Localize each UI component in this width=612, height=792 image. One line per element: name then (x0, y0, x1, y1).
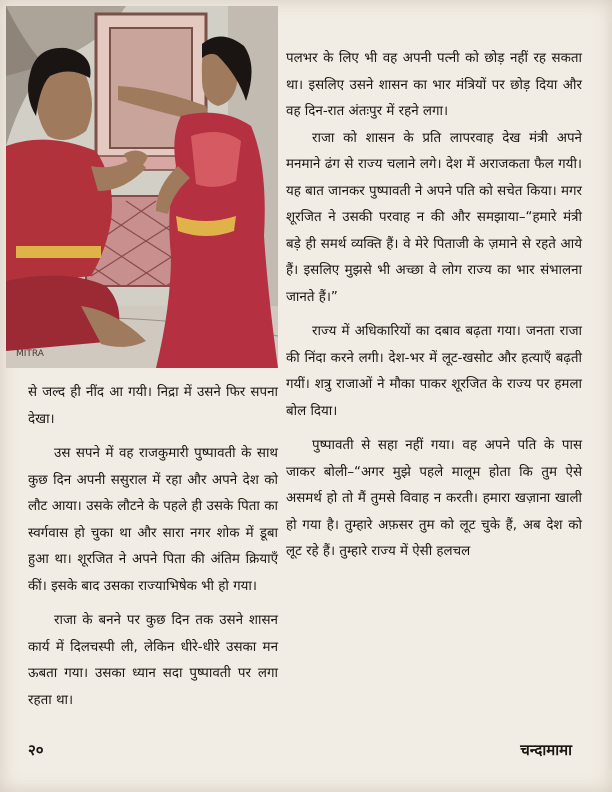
right-paragraph-1: पलभर के लिए भी वह अपनी पत्नी को छोड़ नहीं रह सकता था। इसलिए उसने शासन का भार मंत्रियों पर छोड़ दिया और वह दिन-रात अंतःपुर में रहने लगा। (286, 51, 582, 119)
left-text-column (28, 380, 278, 714)
left-paragraph-2: उस सपने में वह राजकुमारी पुष्पावती के साथ कुछ दिन अपनी ससुराल में रहा और अपने देश को लौट आया। उसके लौटने के पहले ही उसके पिता का स्वर्गवास हो चुका था और सारा नगर शोक में डूबा हुआ था। शूरजित ने अपने पिता की अंतिम क्रियाएँ कीं। इसके बाद उसका राज्याभिषेक भी हो गया। (28, 446, 278, 594)
illustration-svg (6, 6, 278, 368)
king-tunic (6, 140, 112, 286)
right-paragraph-3: राज्य में अधिकारियों का दबाव बढ़ता गया। जनता राजा की निंदा करने लगी। देश-भर में लूट-खसोट और हत्याएँ बढ़ती गयीं। शत्रु राजाओं ने मौका पाकर शूरजित के राज्य पर हमला बोल दिया। (286, 324, 582, 419)
page-number: २० (28, 741, 44, 759)
left-paragraph-3: राजा के बनने पर कुछ दिन तक उसने शासन कार्य में दिलचस्पी ली, लेकिन धीरे-धीरे उसका मन ऊबता गया। उसका ध्यान सदा पुष्पावती पर लगा रहता था। (28, 613, 278, 708)
story-illustration (6, 6, 278, 368)
right-paragraph-4: पुष्पावती से सहा नहीं गया। वह अपने पति के पास जाकर बोली–“अगर मुझे पहले मालूम होता कि तुम ऐसे असमर्थ हो तो मैं तुमसे विवाह न करती। हमारा खज़ाना खाली हो गया है। तुम्हारे अफ़सर तुम को लूट चुके हैं, अब देश को लूट रहे हैं। तुम्हारे राज्य में ऐसी हलचल (286, 438, 582, 559)
right-paragraph-2: राजा को शासन के प्रति लापरवाह देख मंत्री अपने मनमाने ढंग से राज्य चलाने लगे। देश में अराजकता फैल गयी। यह बात जानकर पुष्पावती ने अपने पति को सचेत किया। मगर शूरजित ने उसकी परवाह न की और समझाया–“हमारे मंत्री बड़े ही समर्थ व्यक्ति हैं। वे मेरे पिताजी के ज़माने से रहते आये हैं। इसलिए मुझसे भी अच्छा वे लोग राज्य का भार संभालना जानते हैं।” (286, 130, 582, 305)
magazine-name: चन्दामामा (520, 741, 572, 759)
left-paragraph-1: से जल्द ही नींद आ गयी। निद्रा में उसने फिर सपना देखा। (28, 385, 278, 427)
queen-bodice (191, 132, 241, 187)
right-text-column (286, 46, 582, 566)
king-sash (16, 246, 101, 258)
artist-signature: MITRA (16, 349, 44, 359)
